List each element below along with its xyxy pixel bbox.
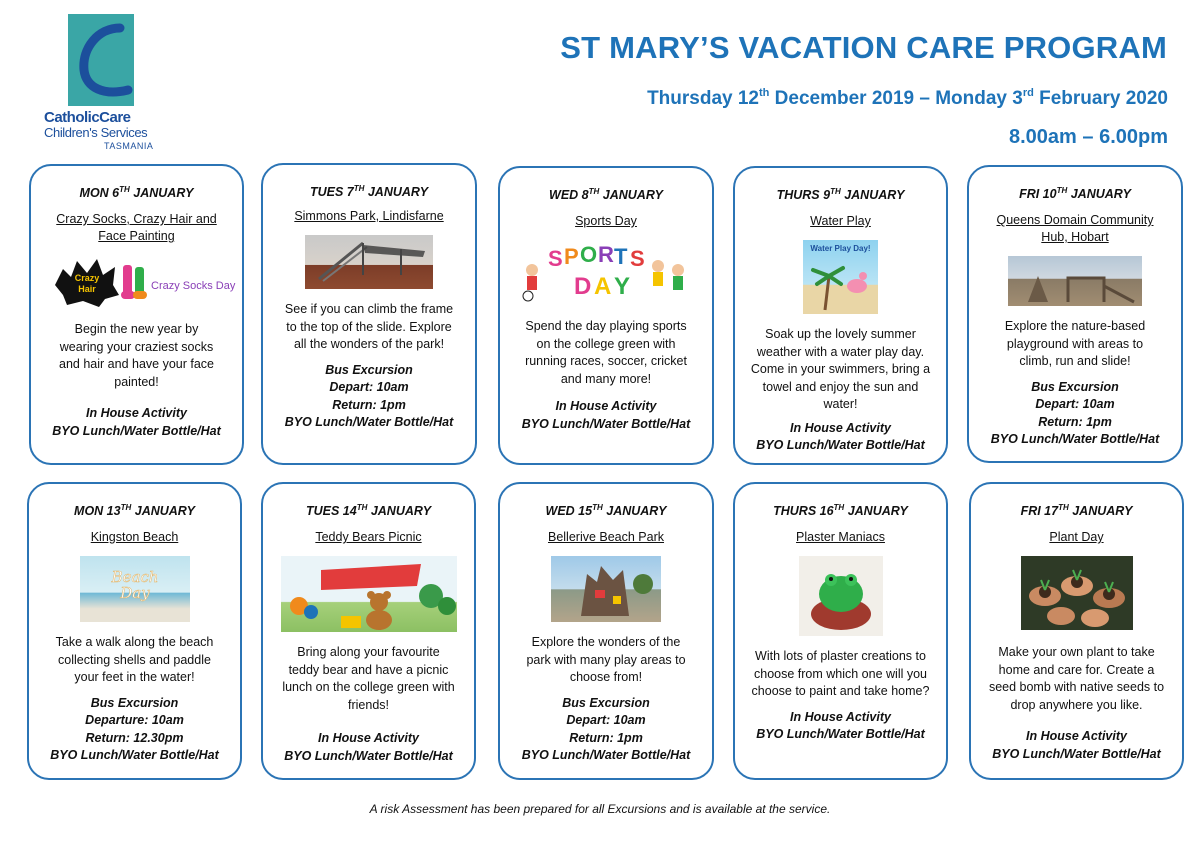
beach-day-image (80, 556, 190, 622)
card-activity: Sports Day (575, 214, 637, 228)
svg-text:Beach: Beach (111, 568, 158, 586)
card-day: FRI 10TH JANUARY (1019, 186, 1131, 201)
water-play-image (803, 240, 878, 314)
catholiccare-logo (40, 14, 170, 154)
day-card-mon-6 (29, 164, 244, 465)
svg-text:A: A (594, 273, 612, 300)
svg-text:O: O (580, 242, 598, 267)
card-day: WED 15TH JANUARY (545, 503, 667, 518)
card-activity: Crazy Socks, Crazy Hair and Face Painting (56, 212, 217, 243)
card-day: WED 8TH JANUARY (549, 187, 663, 202)
card-info: In House Activity BYO Lunch/Water Bottle/Hat (521, 399, 691, 431)
svg-text:R: R (598, 242, 614, 267)
card-day: FRI 17TH JANUARY (1020, 503, 1133, 518)
card-day: MON 13TH JANUARY (74, 503, 195, 518)
card-info: In House Activity BYO Lunch/Water Bottle/Hat (52, 406, 221, 438)
svg-text:P: P (564, 244, 579, 269)
nature-playground-image (1008, 256, 1142, 306)
svg-text:D: D (574, 273, 592, 300)
water-play-image-text: Water Play Day! (810, 244, 871, 253)
svg-text:T: T (614, 244, 628, 269)
card-activity: Queens Domain Community Hub, Hobart (996, 213, 1154, 244)
svg-text:Y: Y (614, 273, 631, 300)
card-info: Bus Excursion Depart: 10am Return: 1pm BYO Lunch/Water Bottle/Hat (521, 695, 691, 762)
card-activity: Kingston Beach (90, 530, 179, 544)
card-info: In House Activity BYO Lunch/Water Bottle/Hat (756, 420, 925, 452)
card-activity: Plaster Maniacs (796, 530, 885, 544)
day-card-fri-17 (969, 482, 1184, 780)
svg-text:Crazy: Crazy (74, 273, 99, 283)
svg-text:S: S (630, 246, 645, 271)
card-description: Explore the nature-based playground with areas to climb, run and slide! (1004, 319, 1146, 368)
card-description: Take a walk along the beach collecting shells and paddle your feet in the water! (55, 635, 214, 684)
playground-slide-image (305, 235, 433, 289)
logo-c-icon (68, 14, 134, 106)
card-activity: Water Play (810, 214, 871, 228)
card-activity: Plant Day (1049, 530, 1104, 544)
card-description: With lots of plaster creations to choose from which one will you choose to paint and take home? (751, 649, 930, 698)
card-info: In House Activity BYO Lunch/Water Bottle/Hat (284, 731, 453, 763)
card-info: Bus Excursion Departure: 10am Return: 12.30pm BYO Lunch/Water Bottle/Hat (50, 695, 219, 762)
card-description: Soak up the lovely summer weather with a water play day. Come in your swimmers, bring a towel and enjoy the sun and water! (750, 327, 931, 411)
day-card-thurs-9 (733, 166, 948, 465)
day-card-tues-7 (261, 163, 477, 465)
card-description: See if you can climb the frame to the top of the slide. Explore all the wonders of the park! (284, 302, 454, 351)
sports-day-image (518, 240, 694, 306)
card-info: In House Activity BYO Lunch/Water Bottle/Hat (992, 729, 1161, 761)
crazy-socks-day-image (53, 255, 235, 309)
card-description: Bring along your favourite teddy bear and have a picnic lunch on the college green with friends! (282, 645, 455, 712)
day-card-wed-15 (498, 482, 714, 780)
day-card-fri-10 (967, 165, 1183, 463)
svg-text:Day: Day (119, 584, 150, 602)
card-info: Bus Excursion Depart: 10am Return: 1pm BYO Lunch/Water Bottle/Hat (284, 362, 454, 429)
plaster-frog-image (799, 556, 883, 636)
svg-text:Hair: Hair (77, 284, 96, 294)
program-dates: Thursday 12th December 2019 – Monday 3rd February 2020 (647, 87, 1168, 109)
logo-name: CatholicCare (44, 109, 131, 126)
day-card-mon-13 (27, 482, 242, 780)
card-info: Bus Excursion Depart: 10am Return: 1pm BYO Lunch/Water Bottle/Hat (990, 379, 1160, 446)
card-info: In House Activity BYO Lunch/Water Bottle/Hat (756, 709, 925, 741)
logo-subtitle: Children's Services (44, 125, 148, 140)
day-card-tues-14 (261, 482, 476, 780)
card-day: TUES 7TH JANUARY (309, 184, 429, 199)
day-card-thurs-16 (733, 482, 948, 780)
teddy-bears-picnic-image (281, 556, 457, 632)
card-description: Make your own plant to take home and care for. Create a seed bomb with native seeds to drop anywhere you like. (988, 645, 1165, 712)
svg-text:S: S (548, 246, 563, 271)
card-activity: Simmons Park, Lindisfarne (294, 209, 444, 223)
card-description: Begin the new year by wearing your craziest socks and hair and have your face painted! (59, 322, 214, 389)
svg-text:Crazy Socks Day: Crazy Socks Day (150, 280, 235, 292)
card-description: Explore the wonders of the park with many play areas to choose from! (526, 635, 686, 684)
card-description: Spend the day playing sports on the college green with running races, soccer, cricket and many more! (525, 319, 687, 386)
risk-assessment-note: A risk Assessment has been prepared for all Excursions and is available at the service. (369, 802, 831, 816)
hands-holding-plants-image (1021, 556, 1133, 630)
logo-state: TASMANIA (104, 141, 154, 151)
card-day: MON 6TH JANUARY (79, 185, 194, 200)
card-day: THURS 16TH JANUARY (773, 503, 908, 518)
card-activity: Bellerive Beach Park (547, 530, 665, 544)
day-card-wed-8 (498, 166, 714, 465)
program-hours: 8.00am – 6.00pm (1009, 126, 1168, 148)
card-day: TUES 14TH JANUARY (305, 503, 432, 518)
card-day: THURS 9TH JANUARY (776, 187, 905, 202)
page-title: ST MARY’S VACATION CARE PROGRAM (560, 30, 1167, 65)
beach-park-playground-image (551, 556, 661, 622)
card-activity: Teddy Bears Picnic (315, 530, 422, 544)
